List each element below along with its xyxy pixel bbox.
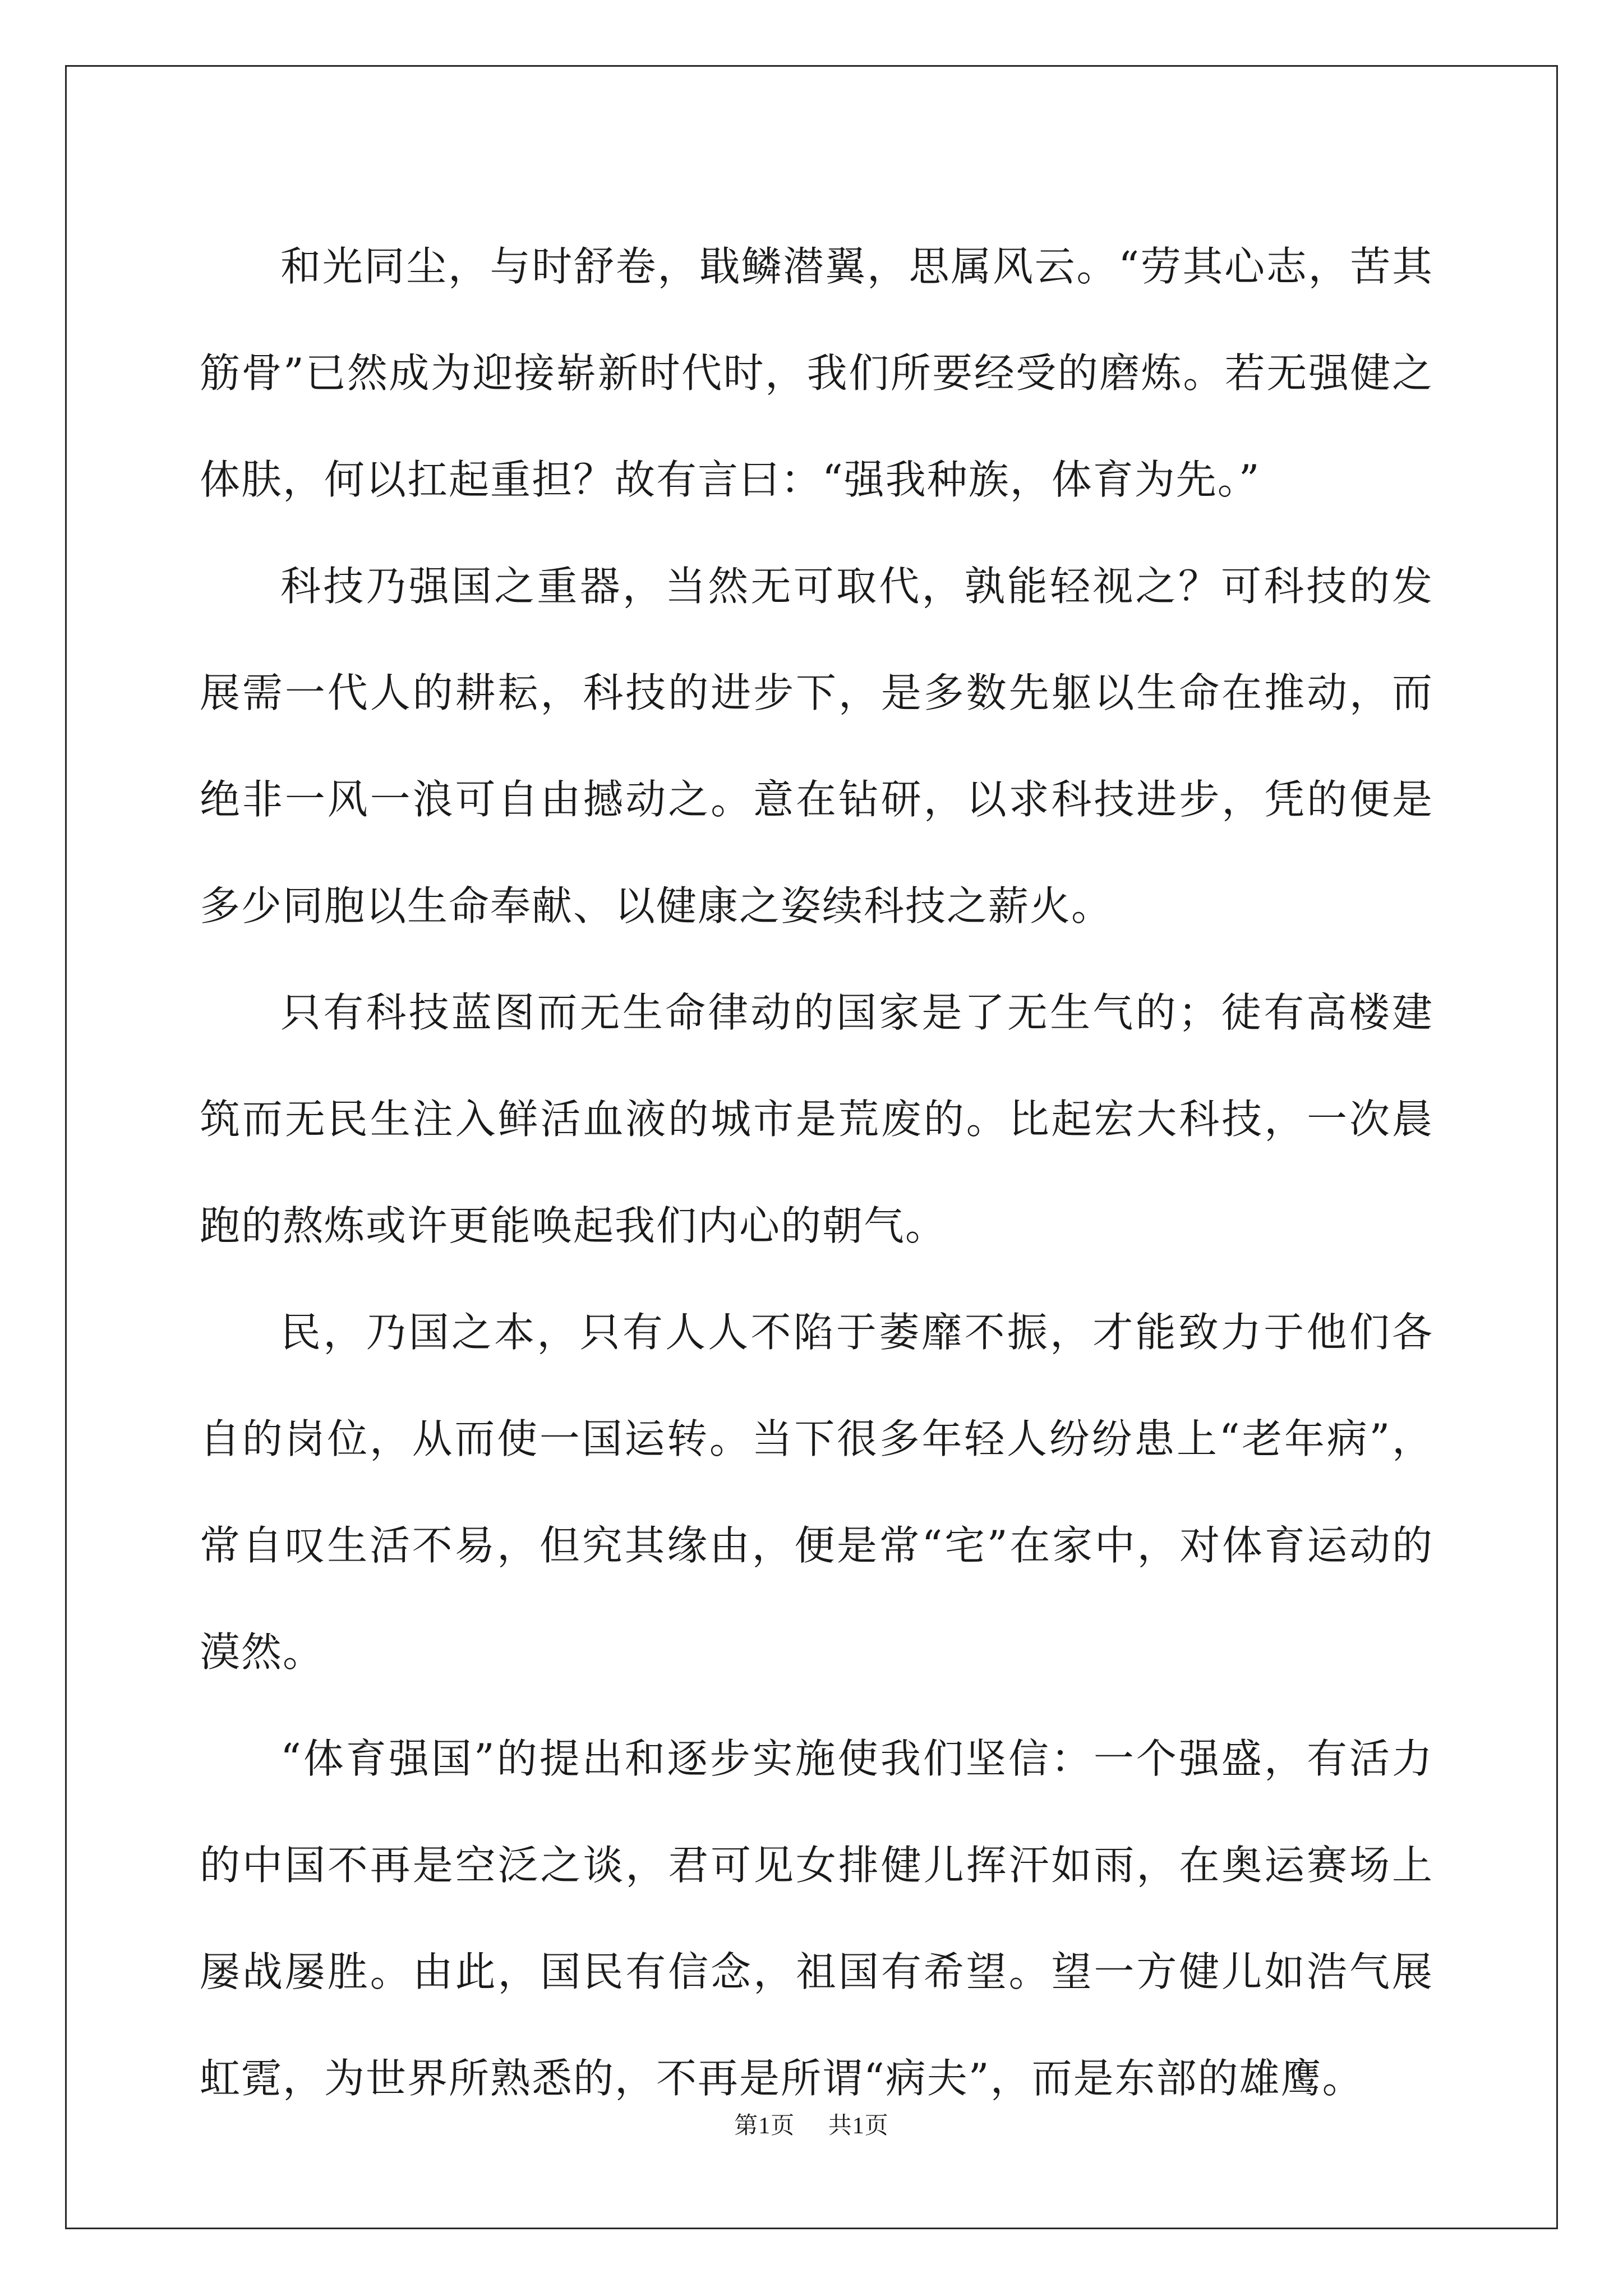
page-footer [0, 2107, 1623, 2141]
document-body [200, 213, 1433, 2132]
paragraph-5: “体育强国”的提出和逐步实施使我们坚信：一个强盛，有活力的中国不再是空泛之谈，君可见女排健儿挥汗如雨，在奥运赛场上屡战屡胜。由此，国民有信念，祖国有希望。望一方健儿如浩气展虹霓，为世界所熟悉的，不再是所谓“病夫”，而是东部的雄鹰。 [200, 1735, 1433, 2102]
paragraph-3: 只有科技蓝图而无生命律动的国家是了无生气的；徒有高楼建筑而无民生注入鲜活血液的城市是荒废的。比起宏大科技，一次晨跑的熬炼或许更能唤起我们内心的朝气。 [200, 989, 1433, 1249]
page-total: 共1页 [828, 2113, 889, 2139]
paragraph-4: 民，乃国之本，只有人人不陷于萎靡不振，才能致力于他们各自的岗位，从而使一国运转。当下很多年轻人纷纷患上“老年病”，常自叹生活不易，但究其缘由，便是常“宅”在家中，对体育运动的漠然。 [200, 1309, 1433, 1676]
paragraph-1: 和光同尘，与时舒卷，戢鳞潜翼，思属风云。“劳其心志，苦其筋骨”已然成为迎接崭新时代时，我们所要经受的磨炼。若无强健之体肤，何以扛起重担？故有言曰：“强我种族，体育为先。” [200, 243, 1433, 503]
page-number: 第1页 [734, 2113, 795, 2139]
paragraph-2: 科技乃强国之重器，当然无可取代，孰能轻视之？可科技的发展需一代人的耕耘，科技的进步下，是多数先躯以生命在推动，而绝非一风一浪可自由撼动之。意在钻研，以求科技进步，凭的便是多少同胞以生命奉献、以健康之姿续科技之薪火。 [200, 563, 1433, 930]
